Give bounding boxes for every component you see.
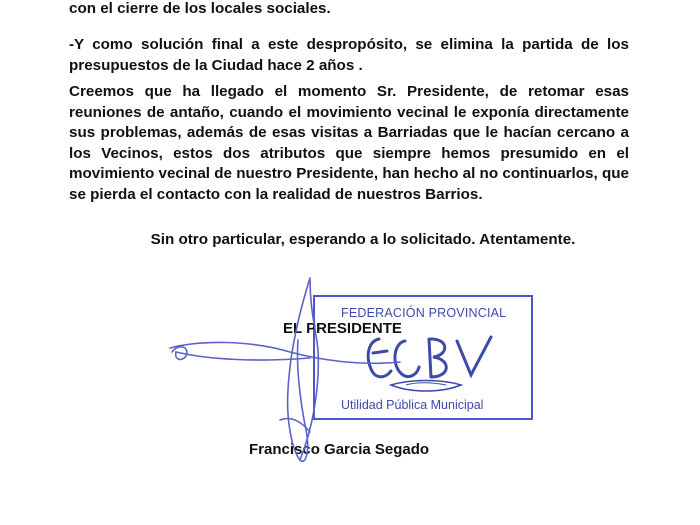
stamp-top-text: FEDERACIÓN PROVINCIAL (341, 306, 507, 320)
paragraph-closing-offices: con el cierre de los locales sociales. (69, 0, 331, 17)
stamp-bottom-text: Utilidad Pública Municipal (341, 398, 484, 412)
paragraph-main: Creemos que ha llegado el momento Sr. Presidente, de retomar esas reuniones de antaño, cuando el movimiento vecinal le exponía directamente sus problemas, además de esas visitas a Barriadas que le hacían cercano a los Vecinos, estos dos atributos que siempre hemos presumido en el movimiento vecinal de nuestro Presidente, han hecho al no continuarlos, que se pierda el contacto con la realidad de nuestros Barrios. (69, 83, 629, 203)
signer-role: EL PRESIDENTE (283, 320, 402, 337)
stamp-logo (351, 327, 511, 397)
paragraph-solution: -Y como solución final a este despropósito, se elimina la partida de los presupuestos de la Ciudad hace 2 años . (69, 36, 629, 74)
signer-name: Francisco Garcia Segado (249, 441, 430, 458)
federation-stamp (313, 295, 533, 420)
closing-line: Sin otro particular, esperando a lo solicitado. Atentamente. (150, 231, 576, 248)
